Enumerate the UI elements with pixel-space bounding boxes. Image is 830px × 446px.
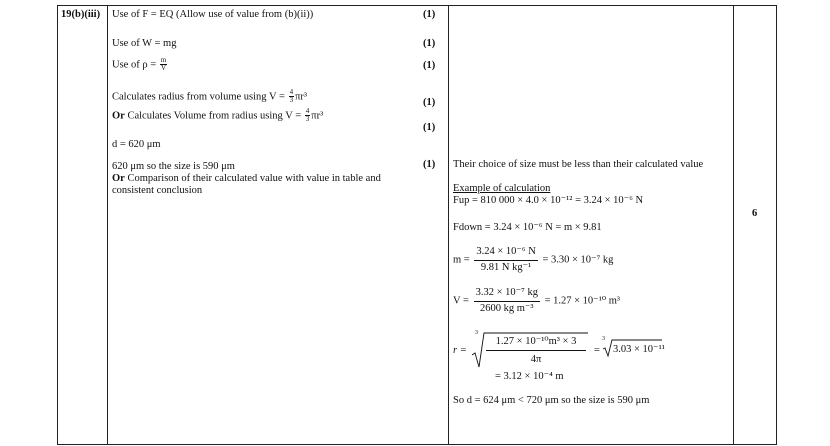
volume-fraction-2	[305, 108, 311, 124]
mass-fraction	[474, 246, 537, 274]
radius-result: = 3.12 × 10⁻⁴ m	[495, 371, 564, 382]
column-divider-3	[733, 5, 734, 445]
mass-lhs: m =	[453, 254, 470, 266]
volume-fraction	[474, 287, 540, 315]
frac-num-1: 4	[289, 88, 294, 96]
radius-equals: =	[594, 345, 600, 356]
radius-den: 4π	[530, 354, 542, 365]
volume-fraction-1	[289, 89, 295, 105]
frac-den-2: 3	[305, 115, 310, 124]
mark-1: (1)	[423, 9, 436, 20]
density-num: m	[160, 56, 167, 64]
volume-rhs: = 1.27 × 10⁻¹⁰ m³	[544, 295, 621, 307]
frac-den-1: 3	[289, 96, 294, 105]
radius-lhs: r =	[453, 345, 467, 356]
answer-line-6: d = 620 μm	[112, 139, 161, 150]
mark-4: (1)	[423, 97, 436, 108]
radius-rhs: 3.03 × 10⁻¹¹	[613, 344, 665, 355]
answer-line-4	[112, 89, 307, 105]
mass-num: 3.24 × 10⁻⁶ N	[474, 246, 537, 261]
radius-fraction-bar	[486, 350, 586, 351]
answer-line-3-prefix: Use of ρ =	[112, 59, 157, 71]
or-label-2: Or	[112, 173, 125, 184]
force-down-equation: Fdown = 3.24 × 10⁻⁶ N = m × 9.81	[453, 222, 602, 233]
question-ref: 19(b)(iii)	[61, 9, 101, 20]
answer-line-9: consistent conclusion	[112, 185, 203, 196]
answer-line-2: Use of W = mg	[112, 38, 177, 49]
guidance-note: Their choice of size must be less than their calculated value	[453, 159, 704, 170]
conclusion: So d = 624 μm < 720 μm so the size is 590 μm	[453, 395, 650, 406]
volume-lhs: V =	[453, 295, 469, 307]
mark-5: (1)	[423, 122, 436, 133]
total-marks: 6	[752, 208, 758, 219]
answer-line-1: Use of F = EQ (Allow use of value from (b)(ii))	[112, 9, 314, 20]
volume-equation	[453, 287, 620, 315]
volume-den: 2600 kg m⁻³	[479, 302, 534, 314]
answer-line-3	[112, 57, 168, 73]
example-heading: Example of calculation	[453, 183, 551, 194]
answer-line-5	[112, 108, 323, 124]
root-index-1: 3	[475, 330, 478, 336]
mark-3: (1)	[423, 60, 436, 71]
mark-6: (1)	[423, 159, 436, 170]
answer-line-4-prefix: Calculates radius from volume using V =	[112, 91, 285, 103]
or-label-1: Or	[112, 110, 125, 122]
mass-rhs: = 3.30 × 10⁻⁷ kg	[542, 254, 614, 266]
answer-line-5-suffix: πr³	[311, 110, 324, 122]
answer-line-7: 620 μm so the size is 590 μm	[112, 161, 235, 172]
root-index-2: 3	[602, 336, 605, 342]
volume-num: 3.32 × 10⁻⁷ kg	[474, 287, 540, 302]
answer-line-8-text: Comparison of their calculated value with value in table and	[127, 173, 381, 184]
mass-equation	[453, 246, 613, 274]
mass-den: 9.81 N kg⁻¹	[480, 261, 532, 273]
density-fraction	[160, 57, 167, 73]
frac-num-2: 4	[305, 107, 310, 115]
mark-2: (1)	[423, 38, 436, 49]
answer-line-4-suffix: πr³	[295, 91, 308, 103]
answer-line-5-prefix: Calculates Volume from radius using V =	[127, 110, 302, 122]
density-den: V	[160, 64, 166, 73]
radius-num: 1.27 × 10⁻¹⁰m³ × 3	[495, 336, 577, 347]
force-up-equation: Fup = 810 000 × 4.0 × 10⁻¹² = 3.24 × 10⁻⁶ N	[453, 195, 644, 206]
column-divider-2	[448, 5, 449, 445]
column-divider-1	[107, 5, 108, 445]
